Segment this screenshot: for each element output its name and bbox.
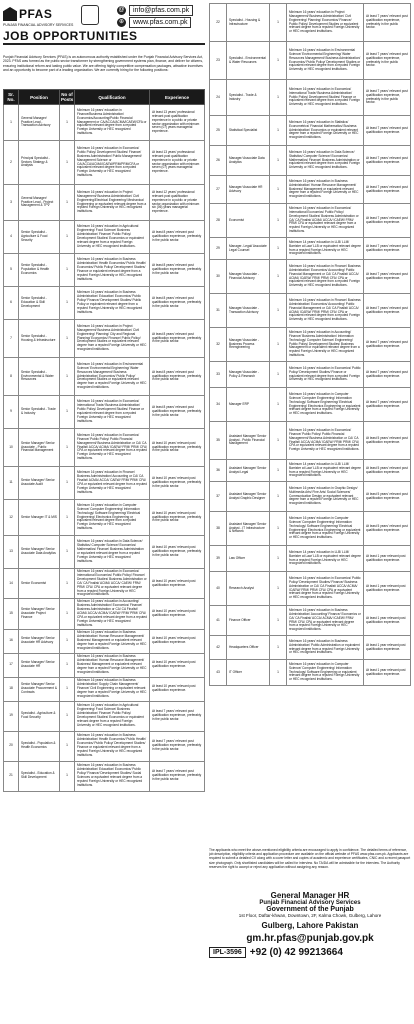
sr-cell: 8 <box>4 358 19 396</box>
sr-cell: 42 <box>210 636 227 660</box>
posts-cell: 1 <box>60 731 75 761</box>
sr-cell: 30 <box>210 260 227 294</box>
posts-cell: 1 <box>270 294 287 328</box>
page-title: JOB OPPORTUNITIES <box>3 29 138 43</box>
header <box>3 3 205 53</box>
experience-cell: At least 7 years' relevant post qualification experience. <box>364 204 411 238</box>
footer-city: Gulberg, Lahore Pakistan <box>261 921 359 930</box>
qualification-cell: Minimum 16 years' education in Finance/ Business Administration/ Accounting or CA/ CA Finalist/ ACMA/ ACCA/ CAEW/ FRM/ PRM/ CFA/ CPA or equivalent relevant degree from a reputed Foreign University or HEC recognized institutions. <box>75 467 150 500</box>
posts-cell: 1 <box>270 116 287 146</box>
qualification-cell: Minimum 16 years' education in Business Administration/ Supply Chain Management/ Finance/ Civil Engineering or equivalent relevant degree from a reputed Foreign University or HEC recognized institutions. <box>75 677 150 701</box>
experience-cell: At least 7 years' relevant post qualification experience. <box>364 294 411 328</box>
qualification-cell: Minimum 16 years' education in Business Administration/ Human Resource Management/ Business/ Management or equivalent relevant degree from a reputed Foreign University or HEC recognized institutions. <box>287 176 364 204</box>
table-row <box>210 260 411 294</box>
table-row <box>210 42 411 80</box>
experience-cell: At least 8 years' relevant post qualification experience, preferably in the public sector. <box>150 287 205 320</box>
position-cell: Specialist - Trade & Industry <box>227 80 270 116</box>
sr-cell: 36 <box>210 460 227 482</box>
position-cell: Manager/ Associate - Financial Advisory <box>227 260 270 294</box>
sr-cell: 6 <box>4 287 19 320</box>
posts-cell: 1 <box>270 260 287 294</box>
posts-cell: 1 <box>60 396 75 429</box>
position-cell: Specialist - Population & Health Economics <box>19 731 60 761</box>
experience-cell: At least 13 years' professional relevant post qualification experience in a public or private sector organization with minimum seven (07) years managerial experience. <box>150 105 205 141</box>
experience-cell: At least 7 years' relevant post qualification experience, preferably in the public sector. <box>364 42 411 80</box>
position-cell: Senior Manager/ Senior Associate Project Finance <box>19 599 60 629</box>
experience-cell: At least 8 years' relevant post qualification experience, preferably in the public sector. <box>150 396 205 429</box>
experience-cell: At least 5 years' relevant post qualification experience. <box>364 512 411 546</box>
experience-cell: At least 8 years' relevant post qualification experience, preferably in the public sector. <box>150 221 205 254</box>
table-header <box>4 90 205 105</box>
sr-cell: 43 <box>210 660 227 686</box>
qualification-cell: Minimum 16 years' education in Computer Science/ Computer Engineering/ Information Technology/ Software Engineering/ Electrical Engineering/ Electronics Engineering or equivalent relevant degree from a reputed Foreign University or HEC recognized institutions. <box>287 512 364 546</box>
sr-cell: 3 <box>4 185 19 221</box>
table-row <box>210 482 411 512</box>
left-column <box>3 3 205 792</box>
table-row <box>4 677 205 701</box>
position-cell: Senior Specialist - Trade & Industry <box>19 396 60 429</box>
posts-cell: 1 <box>60 429 75 467</box>
col-sr: Sr. No. <box>4 90 19 105</box>
sr-cell: 4 <box>4 221 19 254</box>
qualification-cell: Minimum 16 years' education in Environmental Science/ Environmental Engineering/ Water Resources Management/ Business Administration/ Economics/ Public Policy/ Development Studies or equivalent relevant degree from a reputed Foreign University or HEC recognized institutions. <box>75 358 150 396</box>
posts-cell: 1 <box>270 482 287 512</box>
sr-cell: 31 <box>210 294 227 328</box>
posts-cell: 1 <box>60 677 75 701</box>
ipl-number: IPL-3596 <box>209 947 246 958</box>
posts-cell: 1 <box>270 636 287 660</box>
col-posts: No of Posts <box>60 90 75 105</box>
position-cell: Law Officer <box>227 546 270 572</box>
position-cell: Senior Manager/ Senior Associate Procurement & Contracts <box>19 677 60 701</box>
qualification-cell: Minimum 16 years' education in Finance/Business Administration/ Economics/Accounting/Public Financial Management or CA/ACCA/ACMA/ICAEW/CFA or equivalent relevant degree from a reputed Foreign University or HEC recognized institutions. <box>75 105 150 141</box>
position-cell: Manager/ Associate - Transaction Advisory <box>227 294 270 328</box>
qualification-cell: Minimum 16 years' education in Economics/ International Economics/ Public Policy/ Finance/ Development Studies/ Business Administration or CA/ CA Finalist/ ACMA/ ACCA/ CAEW/ FRM/ PRM/ CFA/ CPA or equivalent relevant degree from a reputed Foreign University or HEC recognized institutions. <box>75 569 150 599</box>
posts-cell: 1 <box>270 660 287 686</box>
table-row <box>210 238 411 260</box>
table-row <box>210 328 411 362</box>
qualification-cell: Minimum 16 years' education in Data Science/ Statistics/ Computer Science/ Economics/ Mathematics/ Finance/ Business Administration or equivalent relevant degree from a reputed Foreign University or HEC recognized institutions. <box>75 536 150 569</box>
posts-cell: 1 <box>60 761 75 791</box>
government-seal-icon <box>81 5 99 25</box>
table-row <box>4 320 205 358</box>
table-row <box>210 636 411 660</box>
posts-cell: 1 <box>270 546 287 572</box>
sr-cell: 5 <box>4 254 19 287</box>
sr-cell: 15 <box>4 599 19 629</box>
experience-cell: At least 13 years' professional relevant post qualification experience in a public or private sector organization with minimum seven (07) years managerial experience. <box>150 141 205 185</box>
posts-cell: 1 <box>270 388 287 422</box>
posts-cell: 1 <box>60 358 75 396</box>
email-icon: @ <box>118 7 125 13</box>
table-row <box>210 4 411 42</box>
sr-cell: 39 <box>210 546 227 572</box>
posts-cell: 1 <box>270 328 287 362</box>
jobs-table-right <box>209 3 411 686</box>
contact-email[interactable]: info@pfas.com.pk <box>129 5 193 16</box>
qualification-cell: Minimum 16 years' education in Business Administration/ Health Economics/ Public Health/ Economics/ Public Policy/ Development Studies/ Finance or equivalent relevant degree from a reputed Foreign University or HEC recognized institutions. <box>75 731 150 761</box>
position-cell: Economist <box>227 204 270 238</box>
table-row <box>210 146 411 176</box>
pfas-logo-icon <box>3 7 17 21</box>
experience-cell: At least 10 years' relevant post qualification experience, preferably in the public sector. <box>150 500 205 536</box>
qualification-cell: Minimum 16 years' education in Statistics/ Econometrics/ Financial Mathematics/ Business Administration/ Economics or equivalent relevant degree from a reputed Foreign University or HEC recognized institutions. <box>287 116 364 146</box>
table-row <box>4 254 205 287</box>
experience-cell: At least 1 year relevant post qualification experience. <box>364 606 411 636</box>
sr-cell: 29 <box>210 238 227 260</box>
qualification-cell: Minimum 16 years' education in Economics/ Finance/ Public Policy/ Public Financial Management/ Business Administration or CA/ CA Finalist/ ACCA/ ACMA/ ICAEW/ FRM/ PRM/ CFA/ CPA or equivalent relevant degree from a reputed Foreign University or HEC recognized institutions. <box>75 429 150 467</box>
posts-cell: 1 <box>60 320 75 358</box>
posts-cell: 1 <box>60 105 75 141</box>
posts-cell: 1 <box>60 467 75 500</box>
footer-title: General Manager HR <box>270 891 350 900</box>
footer-gov: Government of the Punjab <box>266 906 354 913</box>
qualification-cell: Minimum 16 years' education in Finance/ Business Administration/ Economics/ Accounting/ Public Financial Management or CA/ CA Finalist/ ACCA/ ACMA/ ICAEW/ FRM/ PRM/ CFA/ CPA or equivalent relevant degree from a reputed Foreign University or HEC recognized institutions. <box>287 260 364 294</box>
qualification-cell: Minimum 14 years' education in LLB/ LLM/ Barrister at Law/ LLB or equivalent relevant degree from a reputed Foreign University or HEC recognized institutions. <box>287 546 364 572</box>
sr-cell: 22 <box>210 4 227 42</box>
qualification-cell: Minimum 16 years' education in Business Administration/ Accounting/ Finance/ Economics or CA/ CA Finalist/ ACCA/ ACMA/ ICAEW/ FRM/ PRM/ CFA/ CPA or equivalent relevant degree from a reputed Foreign University or HEC recognized institutions. <box>287 606 364 636</box>
right-column <box>209 3 411 958</box>
position-cell: Assistant Manager/ Senior Analyst - IT Infrastructure & Network <box>227 512 270 546</box>
position-cell: Specialist - Housing & Infrastructure <box>227 4 270 42</box>
posts-cell: 1 <box>60 599 75 629</box>
table-row <box>4 536 205 569</box>
jobs-table-left <box>3 89 205 792</box>
experience-cell: At least 10 years' relevant post qualification experience, preferably in the public sector. <box>150 536 205 569</box>
table-row <box>4 701 205 731</box>
sr-cell: 41 <box>210 606 227 636</box>
sr-cell: 32 <box>210 328 227 362</box>
experience-cell: At least 10 years' relevant post qualification experience, preferably in the public sector. <box>150 429 205 467</box>
posts-cell: 1 <box>60 141 75 185</box>
qualification-cell: Minimum 16 years' education in Data Science/ Statistics/ Computer Science/ Economics/ Mathematics/ Finance/ Business Administration or equivalent relevant degree from a reputed Foreign University or HEC recognized institutions. <box>287 146 364 176</box>
col-experience: Experience <box>150 90 205 105</box>
experience-cell: At least 7 years' relevant post qualification experience. <box>364 146 411 176</box>
position-cell: Principal Specialist - Sectors Strategy & Analysis <box>19 141 60 185</box>
table-row <box>210 388 411 422</box>
posts-cell: 1 <box>270 146 287 176</box>
posts-cell: 1 <box>270 238 287 260</box>
posts-cell: 1 <box>270 460 287 482</box>
experience-cell: At least 1 year relevant post qualification experience. <box>364 660 411 686</box>
table-row <box>4 429 205 467</box>
qualification-cell: Minimum 16 years' education in Business Administration/ Health Economics/ Public Health/ Economics/ Public Policy/ Development Studies/ Finance or equivalent relevant degree from a reputed Foreign University or HEC recognized institutions. <box>75 254 150 287</box>
application-note: The applicants who meet the above-mentioned eligibility criteria are encouraged to apply in confidence. The detailed terms of reference, job description, eligibility criteria and application procedure are available on the official website of PFAS www.pfas.com.pk. Applicants are required to submit a detailed CV along with a cover letter and copies of academic and experience certificates, CNIC and a recent passport size photograph. Only shortlisted candidates will be called for interview. No TA/DA will be admissible for the interview. The Authority reserves the right to accept or reject any application without assigning any reason. <box>209 848 411 869</box>
table-row <box>210 116 411 146</box>
qualification-cell: Minimum 16 years' education in Accounting/ Finance/ Business Administration/ Information Technology/ Computer Science/ Engineering/ Public Policy/ Development Studies/ Business Management or equivalent relevant degree from a reputed Foreign University or HEC recognized institutions. <box>287 328 364 362</box>
sr-cell: 10 <box>4 429 19 467</box>
position-cell: Manager/ Associate - Business Process Reengineering <box>227 328 270 362</box>
title-underline <box>3 43 205 45</box>
experience-cell: At least 1 year relevant post qualification experience. <box>364 546 411 572</box>
experience-cell: At least 5 years' relevant post qualification experience. <box>364 482 411 512</box>
qualification-cell: Minimum 16 years' education in Economics/ Public Policy/ Development Studies/ Finance/ Business Administration or CA/ CA Finalist/ ACCA/ ACMA/ ICAEW/ FRM/ PRM/ CFA/ CPA or equivalent relevant degree from a reputed Foreign University or HEC recognized institutions. <box>287 572 364 606</box>
sr-cell: 7 <box>4 320 19 358</box>
qualification-cell: Minimum 16 years' education in Finance/ Business Administration/ Economics/ Accounting/ Public Financial Management or CA/ CA Finalist/ ACCA/ ACMA/ ICAEW/ FRM/ PRM/ CFA/ CPA or equivalent relevant degree from a reputed Foreign University or HEC recognized institutions. <box>287 294 364 328</box>
table-row <box>210 362 411 388</box>
posts-cell: 1 <box>270 176 287 204</box>
qualification-cell: Minimum 16 years' education in Accounting/ Business Administration/ Economics/ Finance/ Business Administration or CA/ CA Finalist/ ACMA/ ACCA/ ACMA/ ICAEW/ FRM/ PRM/ CFA/ CPA or equivalent relevant degree from a reputed Foreign University or HEC recognized institutions. <box>75 599 150 629</box>
experience-cell: At least 7 years' relevant post qualification experience. <box>364 238 411 260</box>
position-cell: Senior Manager IT & MIS <box>19 500 60 536</box>
position-cell: Senior Specialist - Education & Skill Development <box>19 287 60 320</box>
col-qualification: Qualification <box>75 90 150 105</box>
logo-text: PFAS <box>19 7 53 21</box>
logo-subtitle: PUNJAB FINANCIAL ADVISORY SERVICES <box>3 23 74 27</box>
experience-cell: At least 1 year relevant post qualification experience. <box>364 572 411 606</box>
qualification-cell: Minimum 16 years' education in Business Administration/ Education/ Economics/ Public Policy/ Finance/ Development Studies/ Public Policy or equivalent relevant degree from a reputed Foreign University or HEC recognized institutions. <box>75 287 150 320</box>
intro-paragraph: Punjab Financial Advisory Services (PFAS) is an autonomous authority established under the Punjab Financial Advisory Services Act, 2023. PFAS was formed as the public sector transformer by strengthening government systems plan, finance, and deliver for citizens, ensuring institutional reform and lasting public value. We are offering highly competitive compensation packages, attractive incentives and an opportunity to become part of a leading organization. We are currently hiring for the following positions: <box>3 55 203 72</box>
qualification-cell: Minimum 14 years' education in LLB/ LLM/ Barrister at Law/ LLB or equivalent relevant degree from a reputed Foreign University or HEC recognized institutions. <box>287 238 364 260</box>
experience-cell: At least 10 years' relevant post qualification experience. <box>150 677 205 701</box>
contact-info <box>117 5 205 29</box>
table-row <box>210 80 411 116</box>
sr-cell: 11 <box>4 467 19 500</box>
sr-cell: 35 <box>210 422 227 460</box>
qualification-cell: Minimum 16 years' education in Environmental Science/ Environmental Engineering/ Water Resources Management/ Business Administration/ Economics/ Public Policy/ Development Studies or equivalent relevant degree from a reputed Foreign University or HEC recognized institutions. <box>287 42 364 80</box>
contact-website[interactable]: www.pfas.com.pk <box>129 17 191 28</box>
position-cell: Manager ERP <box>227 388 270 422</box>
posts-cell: 1 <box>270 512 287 546</box>
qualification-cell: Minimum 16 years' education in Agricultural Engineering/ Food Science/ Business Administration/ Finance/ Public Policy/ Development Studies/ Economics or equivalent relevant degree from a reputed Foreign University or HEC recognized institutions. <box>75 701 150 731</box>
sr-cell: 13 <box>4 536 19 569</box>
position-cell: Specialist - Education & Skill Development <box>19 761 60 791</box>
table-row <box>210 512 411 546</box>
qualification-cell: Minimum 14 years' education in LLB/ LLM/ Barrister at Law/ LLB or equivalent relevant degree from a reputed Foreign University or HEC recognized institutions. <box>287 460 364 482</box>
position-cell: Manager/ Associate HR Advisory <box>227 176 270 204</box>
table-row <box>4 141 205 185</box>
posts-cell: 1 <box>60 536 75 569</box>
position-cell: Senior Manager/ Senior Associate - Public Financial Management <box>19 429 60 467</box>
qualification-cell: Minimum 16 years' education in Economics/ Finance/ Public Policy/ Public Financial Management/ Business Administration or CA/ CA Finalist/ ACCA/ ACMA/ ICAEW/ FRM/ PRM/ CFA/ CPA or equivalent relevant degree from a reputed Foreign University or HEC recognized institutions. <box>287 422 364 460</box>
footer-address: 1st Floor, Daftar-khwan, Downtown, 2F, Kalma Chowk, Gulberg, Lahore <box>238 913 382 918</box>
position-cell: Senior Specialist - Environmental & Water Resources <box>19 358 60 396</box>
position-cell: General Manager/ Practice Lead - Transaction Advisory <box>19 105 60 141</box>
experience-cell: At least 8 years' relevant post qualification experience, preferably in the public sector. <box>150 320 205 358</box>
position-cell: Finance Officer <box>227 606 270 636</box>
sr-cell: 38 <box>210 512 227 546</box>
experience-cell: At least 1 year relevant post qualification experience. <box>364 636 411 660</box>
experience-cell: At least 7 years' relevant post qualification experience. <box>364 362 411 388</box>
experience-cell: At least 7 years' relevant post qualification experience. <box>364 176 411 204</box>
sr-cell: 20 <box>4 731 19 761</box>
posts-cell: 1 <box>60 701 75 731</box>
footer-phone[interactable]: +92 (0) 42 99213664 <box>249 947 343 958</box>
qualification-cell: Minimum 16 years' education in Economics/ Public Policy/ Development Studies/ Finance/ Business Administration/ Public Management/ Management Science or CA/ACCA/ACMA/ICAEW/FRM/PRM/CFA or equivalent relevant degree from a reputed Foreign University or HEC recognized institutions. <box>75 141 150 185</box>
sr-cell: 9 <box>4 396 19 429</box>
posts-cell: 1 <box>270 80 287 116</box>
table-row <box>210 294 411 328</box>
footer-email[interactable]: gm.hr.pfas@punjab.gov.pk <box>246 933 374 944</box>
experience-cell: At least 8 years' relevant post qualification experience, preferably in the public sector. <box>150 254 205 287</box>
table-row <box>4 105 205 141</box>
posts-cell: 1 <box>270 4 287 42</box>
posts-cell: 1 <box>270 572 287 606</box>
qualification-cell: Minimum 16 years' education in Economics/ International Economics/ Public Policy/ Development Studies/ Business Administration or CA/ CA Finalist/ ACMA/ ACCA/ ICAEW/ FRM/ PRM/ CFA or equivalent relevant degree from a reputed Foreign University or HEC recognized institutions. <box>287 204 364 238</box>
table-row <box>210 176 411 204</box>
sr-cell: 26 <box>210 146 227 176</box>
experience-cell: At least 10 years' relevant post qualification experience. <box>150 629 205 653</box>
experience-cell: At least 12 years' professional relevant post qualification experience in a public or private sector organization with minimum six (06) years managerial experience. <box>150 185 205 221</box>
experience-cell: At least 7 years' relevant post qualification experience, preferably in the public sector. <box>150 731 205 761</box>
qualification-cell: Minimum 16 years' education in Project Management/ Business Administration/ Civil Engineering/Electrical Engineering/ Mechanical Engineering or equivalent relevant degree from a reputed Foreign University or HEC recognized institutions. <box>75 185 150 221</box>
position-cell: Senior Manager/ Senior Associate HR <box>19 653 60 677</box>
sr-cell: 37 <box>210 482 227 512</box>
position-cell: Assistant Manager/ Senior Analyst Graphic Designer <box>227 482 270 512</box>
sr-cell: 28 <box>210 204 227 238</box>
posts-cell: 1 <box>270 606 287 636</box>
position-cell: Headquarters Officer <box>227 636 270 660</box>
experience-cell: At least 5 years' relevant post qualification experience. <box>364 422 411 460</box>
posts-cell: 1 <box>60 185 75 221</box>
experience-cell: At least 5 years' relevant post qualification experience. <box>364 460 411 482</box>
sr-cell: 12 <box>4 500 19 536</box>
table-row <box>210 204 411 238</box>
sr-cell: 14 <box>4 569 19 599</box>
posts-cell: 1 <box>60 254 75 287</box>
qualification-cell: Minimum 16 years' education in Project Management/ Business Administration/ Civil Engineering/ Planning/ Economics/ Finance/ Public Policy/ Development Studies or equivalent relevant degree from a reputed Foreign University or HEC recognized institutions. <box>287 4 364 42</box>
table-row <box>4 653 205 677</box>
position-cell: Research Analyst <box>227 572 270 606</box>
position-cell: Senior Specialist - Agriculture & Food Security <box>19 221 60 254</box>
position-cell: Manager/ Associate - Policy & Research <box>227 362 270 388</box>
experience-cell: At least 7 years' relevant post qualification experience. <box>364 388 411 422</box>
experience-cell: At least 7 years' relevant post qualification experience, preferably in the public sector. <box>364 4 411 42</box>
qualification-cell: Minimum 16 years' education in Economics/ International Trade/ Business Administration/ Public Policy/ Development Studies/ Finance or equivalent relevant degree from a reputed Foreign University or HEC recognized institutions. <box>287 80 364 116</box>
sr-cell: 2 <box>4 141 19 185</box>
table-row <box>4 185 205 221</box>
position-cell: Senior Manager/ Senior Associate Audit <box>19 467 60 500</box>
sr-cell: 17 <box>4 653 19 677</box>
posts-cell: 1 <box>60 653 75 677</box>
table-row <box>4 500 205 536</box>
sr-cell: 25 <box>210 116 227 146</box>
qualification-cell: Minimum 16 years' education in Computer Science/ Computer Engineering/ Information Technology/ Software Engineering/ Electrical Engineering/ Electronics Engineering or equivalent relevant degree from a reputed Foreign University or HEC recognized institutions. <box>75 500 150 536</box>
table-row <box>4 629 205 653</box>
table-row <box>4 761 205 791</box>
sr-cell: 33 <box>210 362 227 388</box>
experience-cell: At least 7 years' relevant post qualification experience, preferably in the public sector. <box>150 701 205 731</box>
experience-cell: At least 10 years' relevant post qualification experience. <box>150 653 205 677</box>
position-cell: Senior Specialist - Housing & Infrastructure <box>19 320 60 358</box>
posts-cell: 1 <box>60 287 75 320</box>
sr-cell: 16 <box>4 629 19 653</box>
experience-cell: At least 10 years' relevant post qualification experience, preferably in the public sector. <box>150 467 205 500</box>
pfas-logo <box>3 7 52 21</box>
table-row <box>4 396 205 429</box>
table-row <box>210 606 411 636</box>
table-row <box>210 572 411 606</box>
experience-cell: At least 7 years' relevant post qualification experience. <box>364 328 411 362</box>
position-cell: Specialist - Agriculture & Food Security <box>19 701 60 731</box>
sr-cell: 19 <box>4 701 19 731</box>
sr-cell: 40 <box>210 572 227 606</box>
qualification-cell: Minimum 16 years' education in Agricultural Engineering/ Food Science/ Business Administration/ Finance/ Public Policy/ Development Studies/ Economics or equivalent relevant degree from a reputed Foreign University or HEC recognized institutions. <box>75 221 150 254</box>
sr-cell: 24 <box>210 80 227 116</box>
table-row <box>210 460 411 482</box>
posts-cell: 1 <box>270 422 287 460</box>
posts-cell: 1 <box>270 42 287 80</box>
footer <box>209 848 411 958</box>
table-row <box>210 422 411 460</box>
position-cell: Assistant Manager/ Senior Analyst Legal <box>227 460 270 482</box>
qualification-cell: Minimum 16 years' education in Business Administration/ Public Administration or equivalent relevant degree from a reputed Foreign University or HEC recognized institutions. <box>287 636 364 660</box>
qualification-cell: Minimum 16 years' education in Graphic Design/ Multimedia Arts/ Fine Arts/ Social Sciences/ Communication Design or equivalent relevant degree from a reputed Foreign University or HEC recognized institutions. <box>287 482 364 512</box>
experience-cell: At least 10 years' relevant post qualification experience. <box>150 569 205 599</box>
experience-cell: At least 7 years' relevant post qualification experience, preferably in the public sector. <box>150 761 205 791</box>
experience-cell: At least 7 years' relevant post qualification experience. <box>364 260 411 294</box>
qualification-cell: Minimum 16 years' education in Business Administration/ Education/ Economics/ Public Policy/ Finance/ Development Studies/ Social Sciences or equivalent relevant degree from a reputed Foreign University or HEC recognized institutions. <box>75 761 150 791</box>
footer-org: Punjab Financial Advisory Services <box>259 900 361 906</box>
qualification-cell: Minimum 16 years' education in Computer Science/ Computer Engineering/ Information Technology/ Software Engineering/ Electrical Engineering/ Electronics Engineering or equivalent relevant degree from a reputed Foreign University or HEC recognized institutions. <box>287 388 364 422</box>
posts-cell: 1 <box>60 569 75 599</box>
posts-cell: 1 <box>60 500 75 536</box>
posts-cell: 1 <box>270 362 287 388</box>
position-cell: Senior Manager/ Senior Associate Data Analytics <box>19 536 60 569</box>
table-row <box>4 467 205 500</box>
experience-cell: At least 10 years' relevant post qualification experience. <box>150 599 205 629</box>
qualification-cell: Minimum 16 years' education in Economics/ Public Policy/ Development Studies/ Finance or equivalent relevant degree from a reputed Foreign University or HEC recognized institutions. <box>287 362 364 388</box>
position-cell: IT Officer <box>227 660 270 686</box>
table-row <box>4 731 205 761</box>
sr-cell: 18 <box>4 677 19 701</box>
position-cell: Senior Manager/ Senior Associate HR Advisory <box>19 629 60 653</box>
table-row <box>210 660 411 686</box>
web-icon: ⊕ <box>118 19 125 25</box>
experience-cell: At least 7 years' relevant post qualification experience. <box>364 116 411 146</box>
position-cell: Statistical Specialist <box>227 116 270 146</box>
position-cell: Senior Economist <box>19 569 60 599</box>
posts-cell: 1 <box>60 629 75 653</box>
position-cell: General Manager/ Practice Lead - Project Management & TPV <box>19 185 60 221</box>
position-cell: Manager/ Associate Data Analytics <box>227 146 270 176</box>
posts-cell: 1 <box>270 204 287 238</box>
experience-cell: At least 8 years' relevant post qualification experience, preferably in the public sector. <box>150 358 205 396</box>
table-row <box>210 546 411 572</box>
qualification-cell: Minimum 16 years' education in Computer Science/ Computer Engineering/ Information Technology/ Software Engineering or equivalent relevant degree from a reputed Foreign University or HEC recognized institutions. <box>287 660 364 686</box>
sr-cell: 27 <box>210 176 227 204</box>
qualification-cell: Minimum 16 years' education in Project Management/ Business Administration/ Civil Engineering/ Planning/ City and Regional Planning/ Economics/ Finance/ Public Policy/ Development Studies or equivalent relevant degree from a reputed Foreign University or HEC recognized institutions. <box>75 320 150 358</box>
table-row <box>4 599 205 629</box>
sr-cell: 21 <box>4 761 19 791</box>
posts-cell: 1 <box>60 221 75 254</box>
sr-cell: 1 <box>4 105 19 141</box>
experience-cell: At least 7 years' relevant post qualification experience, preferably in the public sector. <box>364 80 411 116</box>
position-cell: Specialist - Environmental & Water Resources <box>227 42 270 80</box>
table-row <box>4 287 205 320</box>
sr-cell: 34 <box>210 388 227 422</box>
position-cell: Manager- Legal/ Associate Legal Counsel <box>227 238 270 260</box>
position-cell: Senior Specialist - Population & Health Economics <box>19 254 60 287</box>
table-row <box>4 221 205 254</box>
qualification-cell: Minimum 16 years' education in Business Administration/ Human Resource Management/ Business/ Management or equivalent relevant degree from a reputed Foreign University or HEC recognized institutions. <box>75 629 150 653</box>
position-cell: Assistant Manager/ Senior Analyst - Public Financial Management <box>227 422 270 460</box>
qualification-cell: Minimum 16 years' education in Business Administration/ Human Resource Management/ Business/ Management or equivalent relevant degree from a reputed Foreign University or HEC recognized institutions. <box>75 653 150 677</box>
qualification-cell: Minimum 16 years' education in Economics/ International Trade/ Business Administration/ Public Policy/ Development Studies/ Finance or equivalent relevant degree from a reputed Foreign University or HEC recognized institutions. <box>75 396 150 429</box>
table-row <box>4 569 205 599</box>
table-row <box>4 358 205 396</box>
col-position: Position <box>19 90 60 105</box>
sr-cell: 23 <box>210 42 227 80</box>
